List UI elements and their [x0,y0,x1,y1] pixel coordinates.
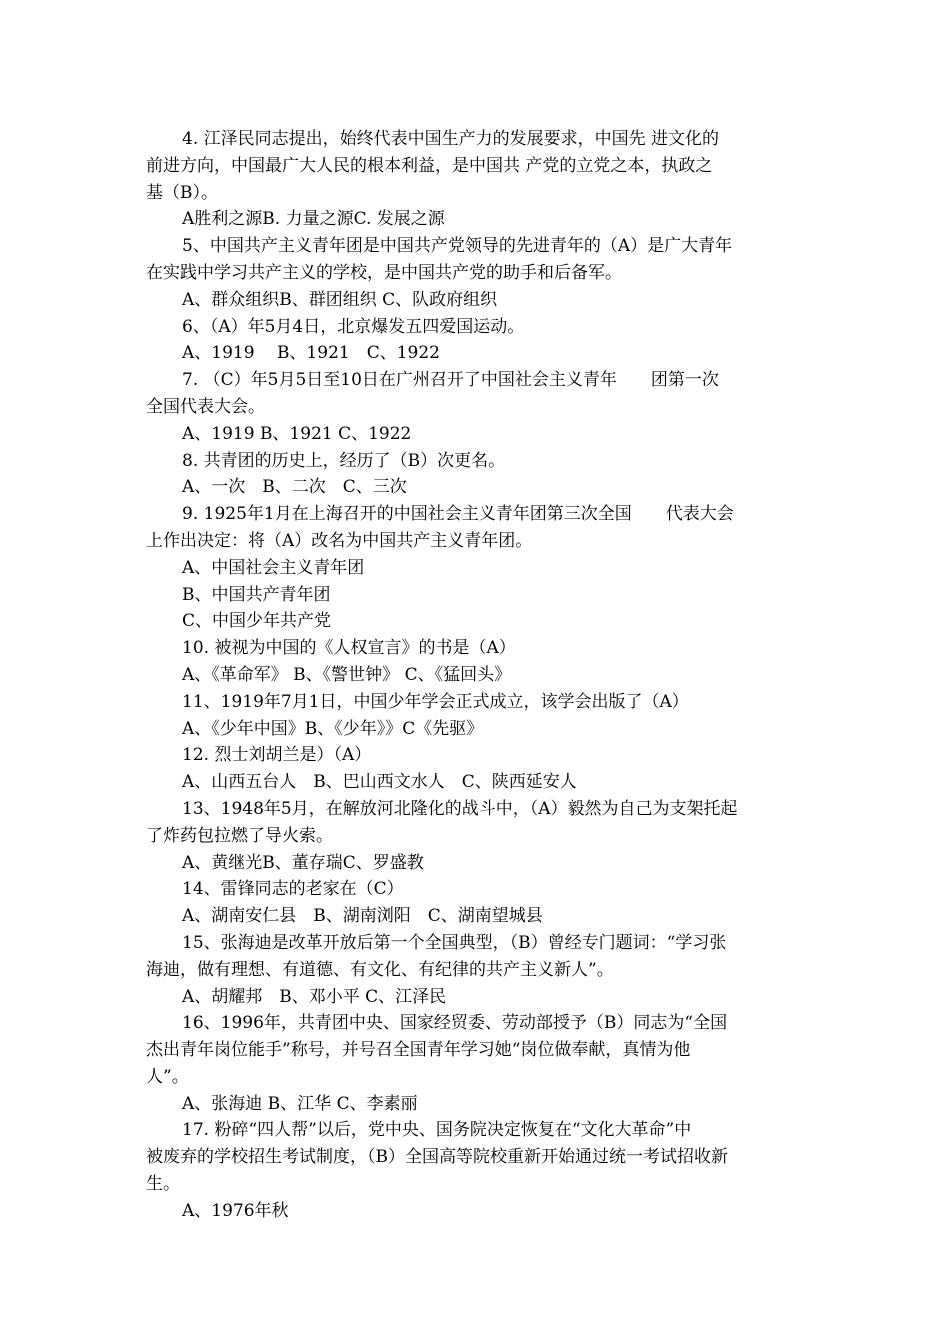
text-line: C、中国少年共产党 [182,611,332,632]
text-line: A、1919 B、1921 C、1922 [182,423,412,444]
text-line: 8. 共青团的历史上，经历了（B）次更名。 [182,450,506,471]
text-line: A、中国社会主义青年团 [182,557,365,578]
text-line: A、1976年秋 [182,1200,289,1221]
text-line: A、一次 B、二次 C、三次 [182,477,407,498]
text-line: 13、1948年5月，在解放河北隆化的战斗中，（A）毅然为自己为支架托起 [182,798,738,819]
text-line: 11、1919年7月1日，中国少年学会正式成立，该学会出版了（A） [182,691,689,712]
text-line: A、《革命军》 B、《警世钟》 C、《猛回头》 [182,664,512,685]
text-line: 海迪，做有理想、有道德、有文化、有纪律的共产主义新人”。 [146,959,614,980]
text-line: A、《少年中国》B、《少年》》C《先驱》 [182,718,484,739]
text-line: A、黄继光B、董存瑞C、罗盛教 [182,852,424,873]
text-line: 9. 1925年1月在上海召开的中国社会主义青年团第三次全国 代表大会 [182,504,734,525]
text-line: 基（B）。 [146,182,218,203]
text-line: A、1919 B、1921 C、1922 [182,343,440,364]
text-line: 生。 [146,1174,180,1195]
text-line: 17. 粉碎“四人帮”以后，党中央、国务院决定恢复在“文化大革命”中 [182,1120,692,1141]
text-line: 前进方向，中国最广大人民的根本利益，是中国共 产党的立党之本，执政之 [146,155,713,176]
text-line: 16、1996年，共青团中央、国家经贸委、劳动部授予（B）同志为“全国 [182,1013,728,1034]
text-line: A、湖南安仁县 B、湖南浏阳 C、湖南望城县 [182,906,543,927]
text-line: 人”。 [146,1066,189,1087]
text-line: 14、雷锋同志的老家在（C） [182,879,404,900]
text-line: 上作出决定：将（A）改名为中国共产主义青年团。 [146,530,533,551]
text-line: 15、张海迪是改革开放后第一个全国典型，（B）曾经专门题词：“学习张 [182,932,727,953]
text-line: A、张海迪 B、江华 C、李素丽 [182,1093,418,1114]
text-line: 10. 被视为中国的《人权宣言》的书是（A） [182,638,516,659]
text-line: 12. 烈士刘胡兰是）（A） [182,745,372,766]
text-line: B、中国共产青年团 [182,584,331,605]
text-line: 5、中国共产主义青年团是中国共产党领导的先进青年的（A）是广大青年 [182,236,733,257]
text-line: A胜利之源B. 力量之源C. 发展之源 [182,209,445,230]
text-line: 全国代表大会。 [146,396,265,417]
text-line: 7. （C）年5月5日至10日在广州召开了中国社会主义青年 团第一次 [182,370,719,391]
text-line: A、山西五台人 B、巴山西文水人 C、陕西延安人 [182,772,577,793]
text-line: A、群众组织B、群团组织 C、队政府组织 [182,289,498,310]
text-line: A、胡耀邦 B、邓小平 C、江泽民 [182,986,447,1007]
text-line: 在实践中学习共产主义的学校，是中国共产党的助手和后备军。 [146,262,622,283]
text-line: 了炸药包拉燃了导火索。 [146,825,333,846]
text-line: 4. 江泽民同志提出，始终代表中国生产力的发展要求，中国先 进文化的 [182,129,720,149]
text-line: 6、（A）年5月4日，北京爆发五四爱国运动。 [182,316,525,337]
text-line: 杰出青年岗位能手”称号，并号召全国青年学习她“岗位做奉献，真情为他 [146,1040,691,1061]
document-page [146,126,810,1225]
text-line: 被废弃的学校招生考试制度，（B）全国高等院校重新开始通过统一考试招收新 [146,1147,728,1168]
